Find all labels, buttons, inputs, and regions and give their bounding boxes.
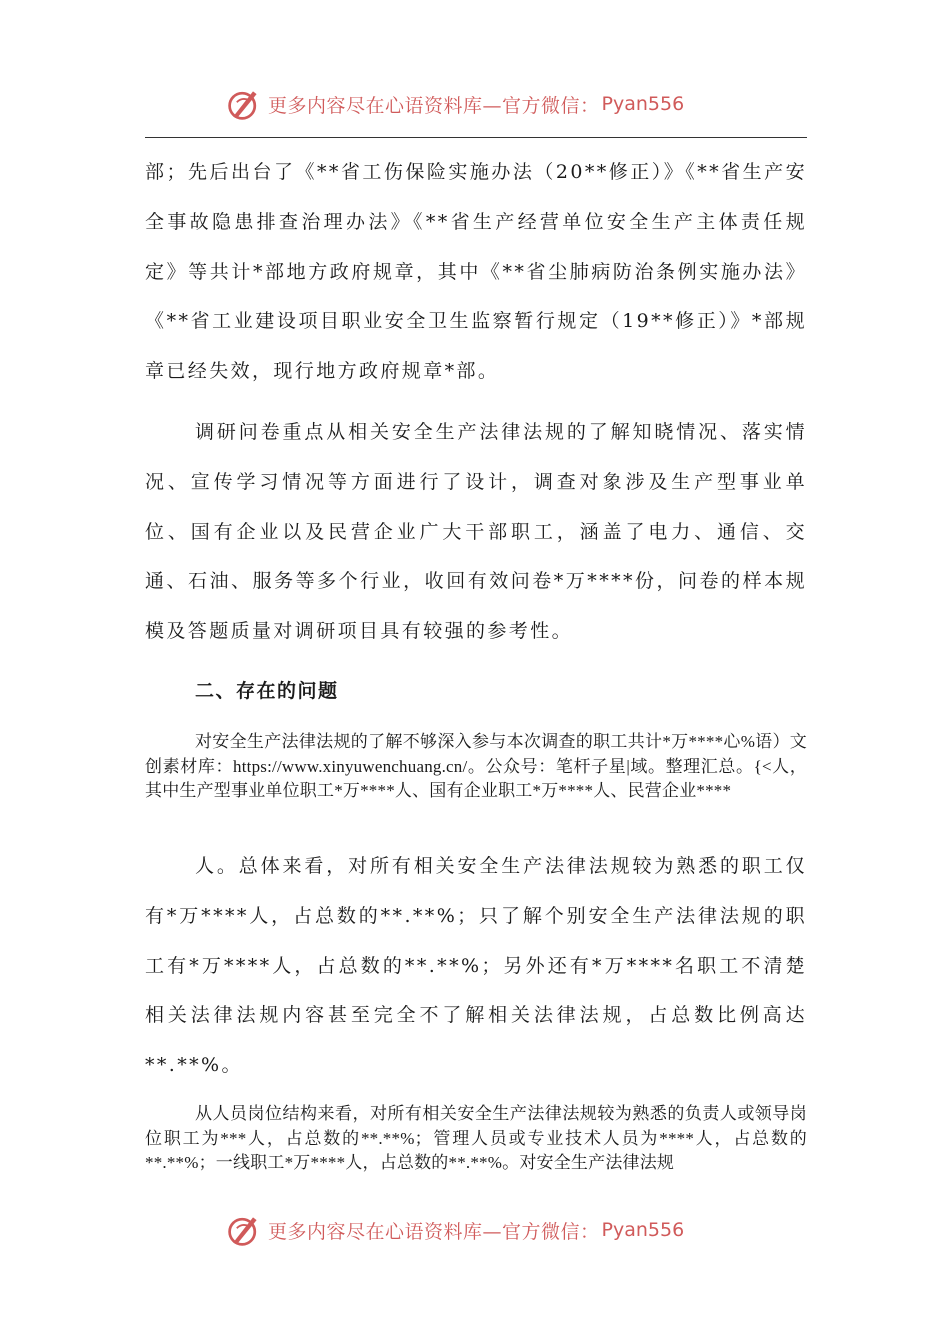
header-banner-text: 更多内容尽在心语资料库—官方微信：	[268, 94, 600, 117]
paragraph-regulations: 部；先后出台了《**省工伤保险实施办法（20**修正）》《**省生产安全事故隐患排查治理办法》《**省生产经营单位安全生产主体责任规定》等共计*部地方政府规章，其中《**省尘肺病防治条例实施办法》《**省工业建设项目职业安全卫生监察暂行规定（19**修正）》*部规章已经失效，现行地方政府规章*部。	[145, 161, 807, 383]
quill-logo-icon	[226, 1212, 262, 1248]
paragraph-survey: 调研问卷重点从相关安全生产法律法规的了解知晓情况、落实情况、宣传学习情况等方面进行了设计，调查对象涉及生产型事业单位、国有企业以及民营企业广大干部职工，涵盖了电力、通信、交通、石油、服务等多个行业，收回有效问卷*万****份，问卷的样本规模及答题质量对调研项目具有较强的参考性。	[145, 421, 807, 643]
footer-banner	[0, 1210, 950, 1250]
quill-logo-icon	[226, 86, 262, 122]
header-wechat-id: Pyan556	[601, 93, 685, 115]
paragraph-understanding: 对安全生产法律法规的了解不够深入参与本次调查的职工共计*万****心%语）文创素材库：https://www.xinyuwenchuang.cn/。公众号：笔杆子星|域。整理汇总。{<人，其中生产型事业单位职工*万****人、国有企业职工*万****人、民营企业****	[145, 732, 807, 800]
paragraph-post-structure: 从人员岗位结构来看，对所有相关安全生产法律法规较为熟悉的负责人或领导岗位职工为***人，占总数的**.**%；管理人员或专业技术人员为****人，占总数的**.**%；一线职工*万****人，占总数的**.**%。对安全生产法律法规	[145, 1104, 807, 1172]
paragraph-overall: 人。总体来看，对所有相关安全生产法律法规较为熟悉的职工仅有*万****人，占总数的**.**%；只了解个别安全生产法律法规的职工有*万****人，占总数的**.**%；另外还有*万****名职工不清楚相关法律法规内容甚至完全不了解相关法律法规，占总数比例高达**.**%。	[145, 855, 807, 1077]
section-heading: 二、存在的问题	[195, 680, 339, 702]
footer-banner-text: 更多内容尽在心语资料库—官方微信：	[268, 1220, 600, 1243]
header-divider	[145, 137, 807, 138]
header-banner	[0, 84, 950, 124]
footer-wechat-id: Pyan556	[601, 1219, 685, 1241]
